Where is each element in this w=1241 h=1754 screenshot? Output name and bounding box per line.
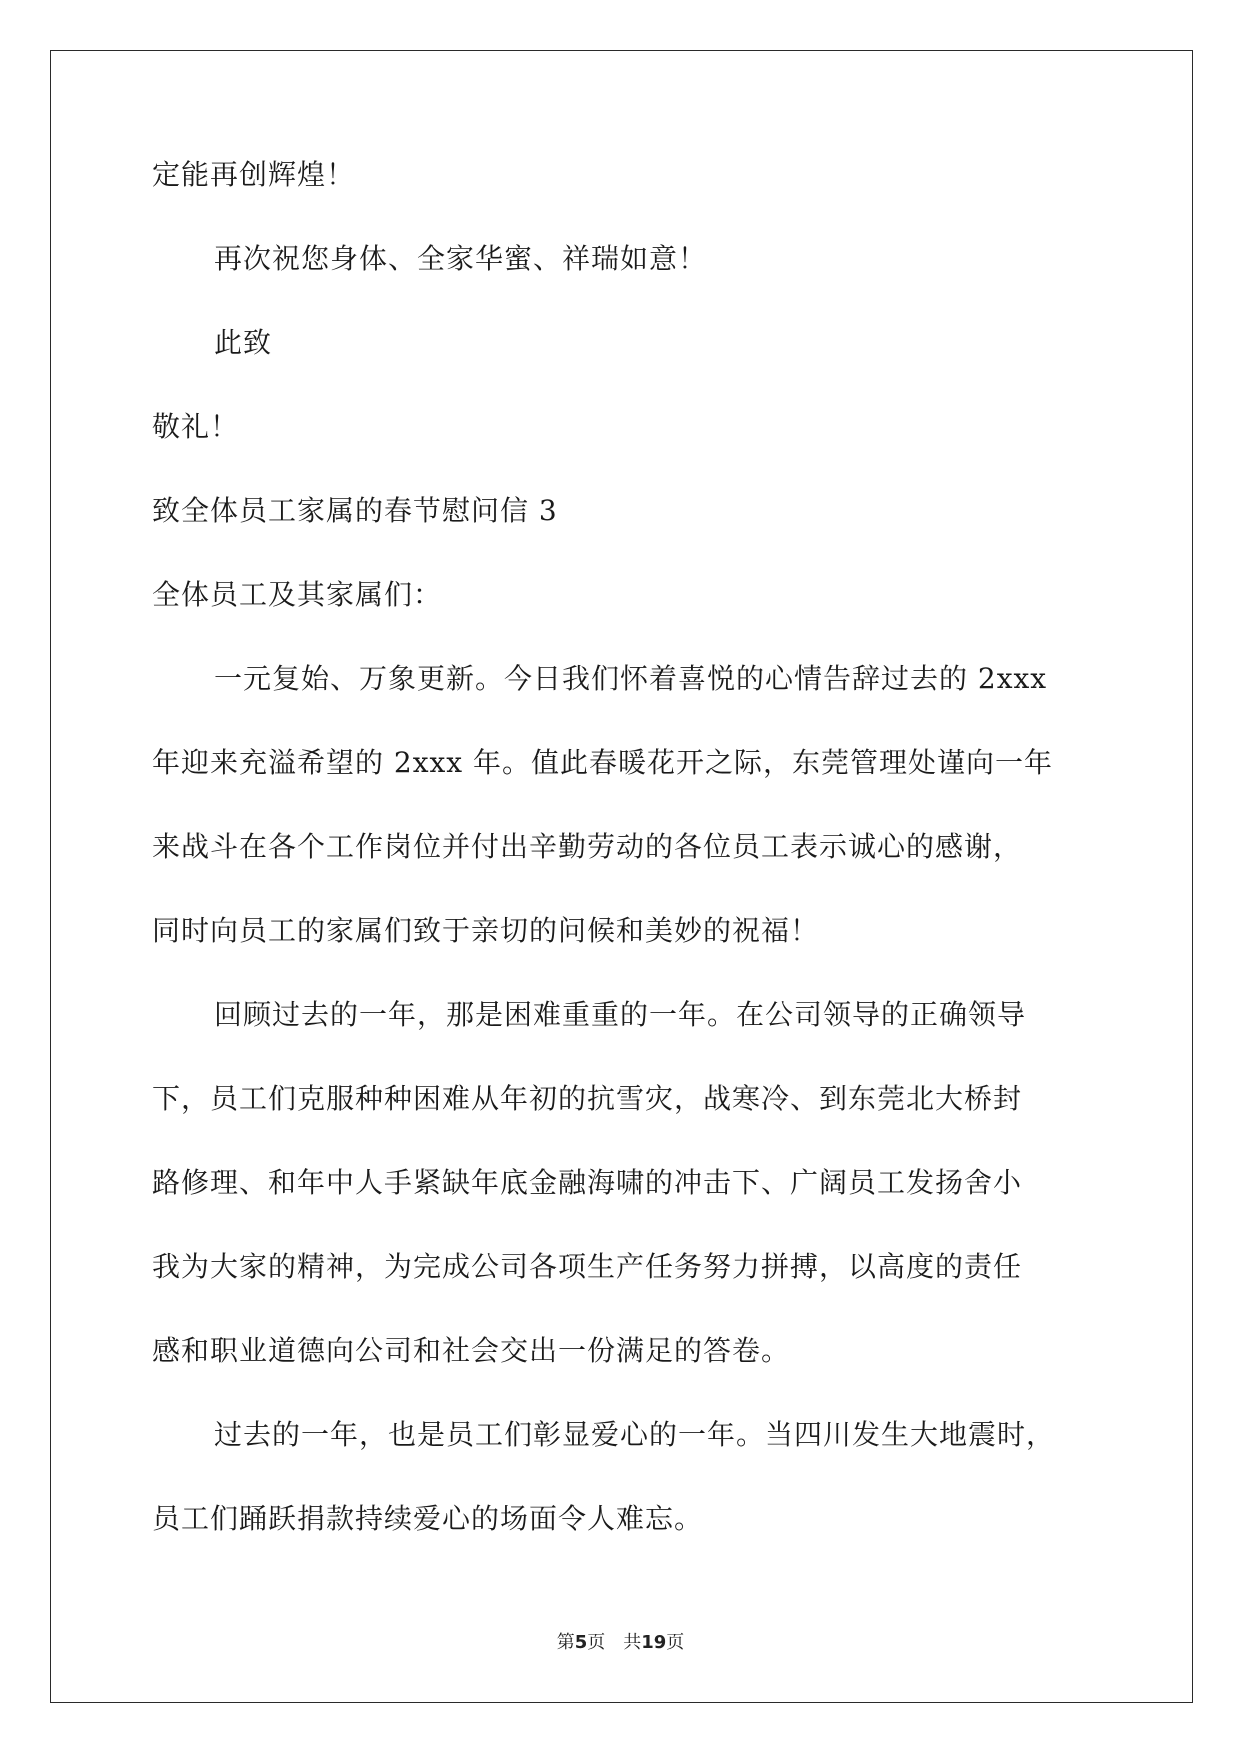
salutation: 全体员工及其家属们：: [152, 578, 443, 611]
current-page-number: 5: [574, 1632, 588, 1653]
text-line: 来战斗在各个工作岗位并付出辛勤劳动的各位员工表示诚心的感谢，: [152, 830, 1023, 863]
letter-title: 致全体员工家属的春节慰问信 3: [152, 494, 558, 527]
text-line: 回顾过去的一年，那是困难重重的一年。在公司领导的正确领导: [214, 998, 1027, 1031]
text-line: 过去的一年，也是员工们彰显爱心的一年。当四川发生大地震时，: [214, 1418, 1056, 1451]
text-line: 再次祝您身体、全家华蜜、祥瑞如意！: [214, 242, 708, 275]
footer-mid: 页 共: [587, 1632, 642, 1653]
text-line: 敬礼！: [152, 410, 240, 443]
text-line: 定能再创辉煌！: [152, 158, 356, 191]
document-body: [152, 158, 1102, 1586]
footer-prefix: 第: [556, 1632, 575, 1653]
text-line: 年迎来充溢希望的 2xxx 年。值此春暖花开之际，东莞管理处谨向一年: [152, 746, 1053, 779]
text-line: 员工们踊跃捐款持续爱心的场面令人难忘。: [152, 1502, 704, 1535]
text-line: 感和职业道德向公司和社会交出一份满足的答卷。: [152, 1334, 791, 1367]
footer-suffix: 页: [666, 1632, 685, 1653]
total-pages-number: 19: [641, 1632, 667, 1653]
text-line: 我为大家的精神，为完成公司各项生产任务努力拼搏，以高度的责任: [152, 1250, 1023, 1283]
text-line: 同时向员工的家属们致于亲切的问候和美妙的祝福！: [152, 914, 820, 947]
text-line: 一元复始、万象更新。今日我们怀着喜悦的心情告辞过去的 2xxx: [214, 662, 1048, 695]
page-footer: [0, 1632, 1241, 1654]
text-line: 此致: [214, 326, 273, 359]
text-line: 路修理、和年中人手紧缺年底金融海啸的冲击下、广阔员工发扬舍小: [152, 1166, 1023, 1199]
text-line: 下，员工们克服种种困难从年初的抗雪灾，战寒冷、到东莞北大桥封: [152, 1082, 1023, 1115]
